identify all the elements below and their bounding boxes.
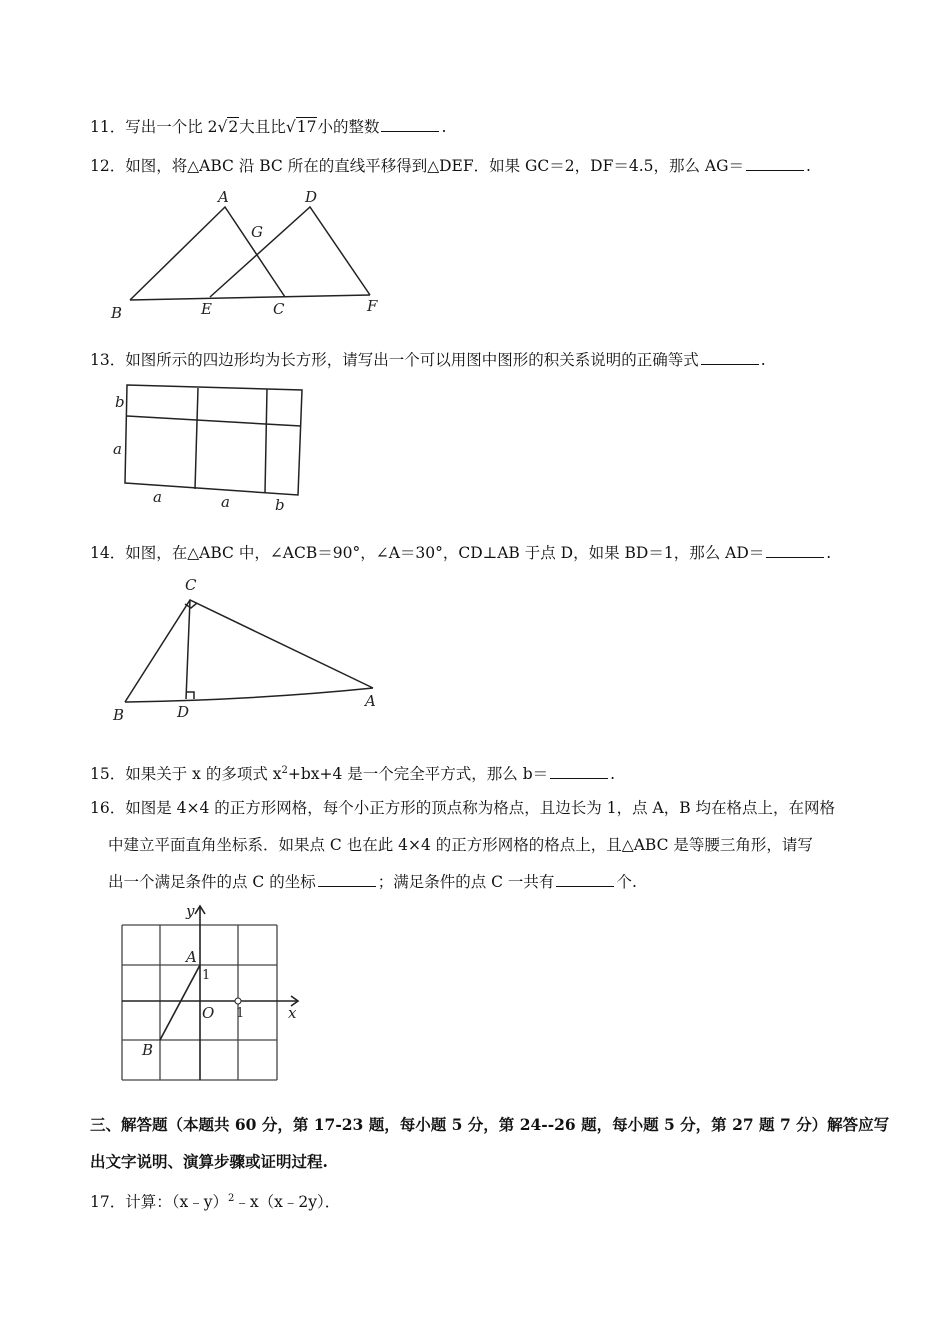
question-16-line2: 中建立平面直角坐标系．如果点 C 也在此 4×4 的正方形网格的格点上，且△ABC 是等腰三角形，请写 <box>108 836 813 854</box>
question-16-line3: 出一个满足条件的点 C 的坐标 ；满足条件的点 C 一共有 个. <box>108 873 637 891</box>
section-3-heading: 三、解答题（本题共 60 分，第 17-23 题，每小题 5 分，第 24--26 题，每小题 5 分，第 27 题 7 分）解答应写 <box>90 1115 890 1134</box>
line-bf <box>130 295 370 300</box>
vertical-divider-1 <box>195 388 198 489</box>
triangle-sides <box>125 600 373 702</box>
hypotenuse-ab <box>125 688 373 702</box>
svg-text:x: x <box>288 1004 297 1022</box>
right-angle-d <box>186 692 194 699</box>
vertical-divider-2 <box>265 389 267 493</box>
label-c: C <box>273 300 285 318</box>
svg-text:D: D <box>177 703 190 721</box>
triangle-translation-figure <box>105 185 395 325</box>
segment-ab <box>160 965 200 1040</box>
answer-blank-coordinate[interactable] <box>318 872 376 887</box>
label-d: D <box>305 188 318 206</box>
section-3-heading-cont: 出文字说明、演算步骤或证明过程. <box>90 1152 328 1171</box>
svg-text:b: b <box>115 393 125 411</box>
triangle-abc <box>130 207 285 300</box>
svg-text:A: A <box>186 948 197 966</box>
label-e: E <box>201 300 212 318</box>
svg-text:a: a <box>221 493 230 511</box>
question-14: 14．如图，在△ABC 中，∠ACB＝90°，∠A＝30°，CD⊥AB 于点 D，如果 BD＝1，那么 AD＝ . <box>90 544 832 562</box>
altitude-cd <box>186 600 190 699</box>
question-12: 12．如图，将△ABC 沿 BC 所在的直线平移得到△DEF．如果 GC＝2，DF＝4.5，那么 AG＝ . <box>90 157 811 175</box>
rectangle-figure <box>105 380 315 515</box>
sqrt-17: √17 <box>285 118 317 136</box>
svg-text:y: y <box>186 902 195 920</box>
label-f: F <box>367 297 378 315</box>
label-a: A <box>218 188 229 206</box>
svg-text:C: C <box>185 576 197 594</box>
question-11: 11．写出一个比 2√2大且比√17小的整数 . <box>90 118 447 136</box>
svg-text:B: B <box>113 706 125 724</box>
question-17: 17．计算：（x﹣y）$^2$﹣x（x﹣2y）． <box>90 1193 341 1212</box>
svg-text:A: A <box>365 692 376 710</box>
svg-text:1: 1 <box>202 968 211 983</box>
answer-blank[interactable] <box>381 117 439 132</box>
answer-blank[interactable] <box>701 350 759 365</box>
question-13: 13．如图所示的四边形均为长方形，请写出一个可以用图中图形的积关系说明的正确等式 . <box>90 351 766 369</box>
grid-coordinate-figure <box>110 900 310 1090</box>
question-16-line1: 16．如图是 4×4 的正方形网格，每个小正方形的顶点称为格点，且边长为 1，点 A，B 均在格点上，在网格 <box>90 799 836 817</box>
question-15: 15．如果关于 x 的多项式 $x^2+bx+4$ 是一个完全平方式，那么 b＝ . <box>90 765 616 784</box>
svg-text:a: a <box>113 440 122 458</box>
svg-text:B: B <box>142 1041 154 1059</box>
right-triangle-figure <box>105 572 395 727</box>
horizontal-divider <box>126 416 301 426</box>
answer-blank[interactable] <box>766 543 824 558</box>
label-b: B <box>111 304 123 322</box>
svg-text:O: O <box>202 1004 215 1022</box>
answer-blank[interactable] <box>550 764 608 779</box>
outer-rectangle <box>125 385 302 495</box>
answer-blank[interactable] <box>746 156 804 171</box>
svg-text:1: 1 <box>236 1006 245 1021</box>
answer-blank-count[interactable] <box>556 872 614 887</box>
svg-text:a: a <box>153 488 162 506</box>
svg-text:b: b <box>275 496 285 514</box>
sqrt-2: √2 <box>217 118 239 136</box>
label-g: G <box>251 223 263 241</box>
